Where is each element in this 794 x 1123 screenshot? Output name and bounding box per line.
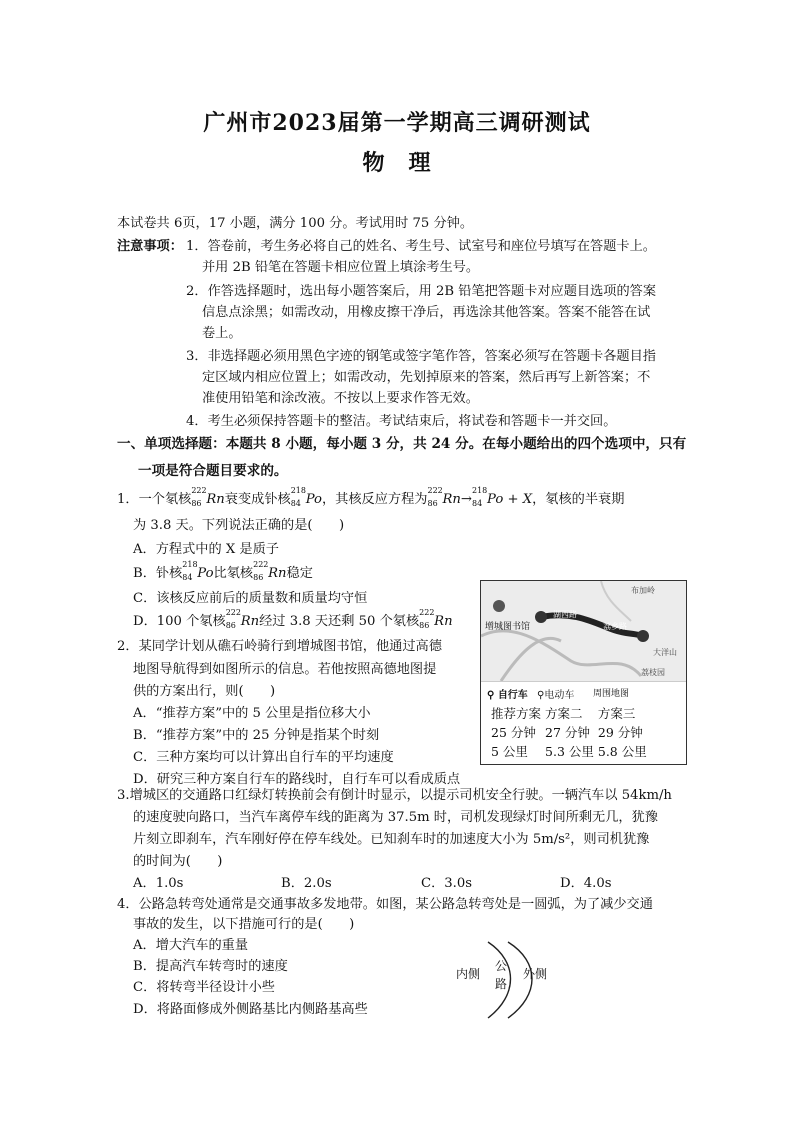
curve-road-label-1: 公: [495, 959, 508, 973]
map-road-1: 湖西路: [553, 610, 577, 619]
bike-icon: ⚲: [487, 690, 495, 701]
exam-intro: 本试卷共 6页，17 小题，满分 100 分。考试用时 75 分钟。: [117, 216, 474, 231]
route-dist-3: 5.8 公里: [597, 744, 647, 759]
question-3-stem: 3.增城区的交通路口红绿灯转换前会有倒计时显示，以提示司机安全行驶。一辆汽车以 54km/h: [117, 788, 672, 803]
question-1-stem: 1．一个氡核 222 86 Rn衰变成钋核 218 84 Po，其核反应方程为 222 86 Rn→ 218 84 Po + X，氡核的半衰期: [117, 486, 625, 508]
question-2-stem: 2．某同学计划从礁石岭骑行到增城图书馆，他通过高德: [117, 639, 442, 654]
question-2-stem-cont2: 供的方案出行，则( ): [133, 684, 276, 699]
map-place-3: 大洋山: [653, 648, 677, 657]
note-3b: 定区域内相应位置上；如需改动，先划掉原来的答案，然后再写上新答案；不: [202, 370, 651, 385]
q2-option-b: B．“推荐方案”中的 25 分钟是指某个时刻: [133, 728, 380, 743]
q1-option-c: C．该核反应前后的质量数和质量均守恒: [133, 591, 368, 606]
map-place-2: 布加岭: [631, 586, 655, 595]
notes-label: 注意事项：: [117, 239, 183, 254]
q3-option-d: D．4.0s: [560, 876, 612, 891]
route-header-1: 推荐方案: [491, 706, 542, 721]
curve-road-label-2: 路: [495, 977, 508, 991]
question-2-stem-cont1: 地图导航得到如图所示的信息。若他按照高德地图提: [133, 662, 437, 677]
q4-option-a: A．增大汽车的重量: [133, 938, 249, 953]
nearby-map-link[interactable]: 周围地图: [593, 689, 630, 699]
q4-option-b: B．提高汽车转弯时的速度: [133, 959, 288, 974]
note-2a: 2．作答选择题时，选出每小题答案后，用 2B 铅笔把答题卡对应题目选项的答案: [186, 284, 657, 299]
route-header-3: 方案三: [597, 706, 636, 721]
mode-ebike-tab[interactable]: ⚲电动车: [537, 690, 575, 701]
mode-bike-tab[interactable]: ⚲ 自行车: [487, 690, 528, 701]
arrow-icon: →: [460, 492, 472, 507]
polonium-nuclide: 218 84 Po: [290, 486, 322, 508]
route-options-panel: [481, 681, 686, 765]
question-3-stem-cont3: 的时间为( ): [133, 854, 223, 869]
q1-option-a: A．方程式中的 X 是质子: [133, 542, 279, 557]
q1-option-b: B．钋核 218 84 Po比氡核 222 86 Rn稳定: [133, 560, 313, 582]
q3-option-c: C．3.0s: [421, 876, 473, 891]
route-dist-1: 5 公里: [491, 744, 528, 759]
radon-nuclide: 222 86 Rn: [191, 486, 225, 508]
q3-option-a: A．1.0s: [133, 876, 184, 891]
note-1a: 1．答卷前，考生务必将自己的姓名、考生号、试室号和座位号填写在答题卡上。: [186, 239, 656, 254]
question-4-stem: 4．公路急转弯处通常是交通事故多发地带。如图，某公路急转弯处是一圆弧，为了减少交通: [117, 897, 653, 912]
route-header-2: 方案二: [545, 706, 583, 721]
section-heading-cont: 一项是符合题目要求的。: [138, 463, 288, 479]
curve-outer-label: 外侧: [523, 967, 548, 981]
note-1b: 并用 2B 铅笔在答题卡相应位置上填涂考生号。: [202, 260, 480, 275]
navigation-map-figure: [480, 580, 687, 765]
q2-option-c: C．三种方案均可以计算出自行车的平均速度: [133, 750, 394, 765]
q2-option-a: A．“推荐方案”中的 5 公里是指位移大小: [133, 706, 371, 721]
ebike-icon: ⚲: [537, 690, 545, 701]
route-time-3: 29 分钟: [597, 725, 643, 740]
route-dist-2: 5.3 公里: [545, 744, 594, 759]
map-road-2: 荔乡路: [603, 622, 627, 631]
question-3-stem-cont1: 的速度驶向路口，当汽车离停车线的距离为 37.5m 时，司机发现绿灯时间所剩无几，犹豫: [133, 810, 658, 825]
question-4-stem-cont: 事故的发生，以下措施可行的是( ): [133, 917, 355, 932]
page-title: 广州市2023届第一学期高三调研测试: [203, 110, 591, 136]
note-3c: 准使用铅笔和涂改液。不按以上要求作答无效。: [202, 391, 479, 406]
note-2b: 信息点涂黑；如需改动，用橡皮擦干净后，再选涂其他答案。答案不能答在试: [202, 305, 651, 320]
question-1-stem-cont: 为 3.8 天。下列说法正确的是( ): [133, 518, 345, 533]
route-time-1: 25 分钟: [491, 725, 536, 740]
subject-title: 物 理: [362, 150, 432, 176]
route-table: [491, 704, 651, 761]
q4-option-c: C．将转弯半径设计小些: [133, 980, 275, 995]
note-4: 4．考生必须保持答题卡的整洁。考试结束后，将试卷和答题卡一并交回。: [186, 414, 617, 429]
section-heading: 一、单项选择题：本题共 8 小题，每小题 3 分，共 24 分。在每小题给出的四个选项中，只有: [117, 436, 687, 452]
question-3-stem-cont2: 片刻立即刹车，汽车刚好停在停车线处。已知刹车时的加速度大小为 5m/s²，则司机犹豫: [133, 832, 650, 847]
note-2c: 卷上。: [202, 326, 242, 341]
map-place-4: 荔枝园: [641, 668, 665, 677]
note-3a: 3．非选择题必须用黑色字迹的钢笔或签字笔作答，答案必须写在答题卡各题目指: [186, 349, 656, 364]
q2-option-d: D．研究三种方案自行车的路线时，自行车可以看成质点: [133, 772, 461, 787]
map-place-library: 增城图书馆: [485, 622, 531, 632]
route-time-2: 27 分钟: [545, 725, 590, 740]
q3-option-b: B．2.0s: [281, 876, 332, 891]
curve-inner-label: 内侧: [456, 967, 481, 981]
q1-option-d: D．100 个氡核 222 86 Rn经过 3.8 天还剩 50 个氡核 222 86 Rn: [133, 608, 453, 630]
q4-option-d: D．将路面修成外侧路基比内侧路基高些: [133, 1002, 368, 1017]
